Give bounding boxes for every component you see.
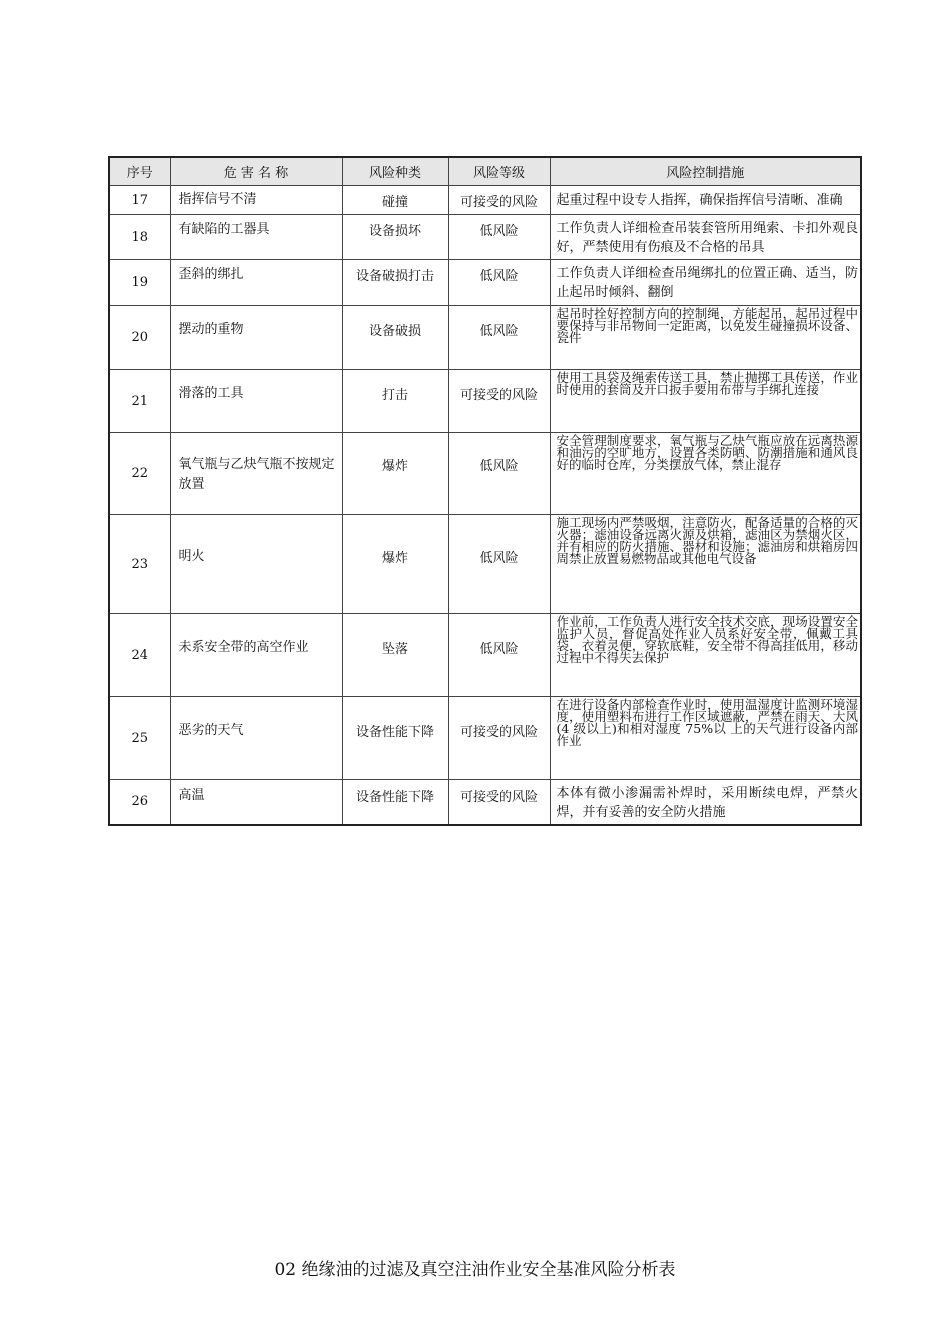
risk-type: 设备破损打击 — [342, 260, 448, 306]
table-row — [109, 306, 861, 370]
risk-type: 碰撞 — [342, 186, 448, 215]
hazard-name: 指挥信号不清 — [170, 186, 342, 215]
control-measure: 本体有微小渗漏需补焊时，采用断续电焊，严禁火焊，并有妥善的安全防火措施 — [550, 780, 861, 825]
control-measure: 使用工具袋及绳索传送工具，禁止抛掷工具传送，作业时使用的套筒及开口扳手要用布带与手绑扎连接 — [550, 370, 861, 433]
risk-type: 爆炸 — [342, 515, 448, 614]
hazard-name: 氧气瓶与乙炔气瓶不按规定放置 — [170, 433, 342, 515]
row-no: 17 — [109, 186, 170, 215]
control-measure: 施工现场内严禁吸烟，注意防火，配备适量的合格的灭火器；滤油设备远离火源及烘箱，滤油区为禁烟火区，并有相应的防火措施、器材和设施；滤油房和烘箱房四周禁止放置易燃物品或其他电气设备 — [550, 515, 861, 614]
hazard-name: 有缺陷的工器具 — [170, 215, 342, 260]
risk-level: 可接受的风险 — [448, 186, 550, 215]
risk-type: 设备破损 — [342, 306, 448, 370]
table-row — [109, 370, 861, 433]
hazard-name: 高温 — [170, 780, 342, 825]
header-no: 序号 — [109, 157, 170, 186]
hazard-name: 明火 — [170, 515, 342, 614]
risk-level: 低风险 — [448, 433, 550, 515]
risk-type: 打击 — [342, 370, 448, 433]
hazard-name: 歪斜的绑扎 — [170, 260, 342, 306]
header-measures: 风险控制措施 — [550, 157, 861, 186]
table-row — [109, 614, 861, 697]
risk-level: 可接受的风险 — [448, 697, 550, 780]
header-risk-level: 风险等级 — [448, 157, 550, 186]
risk-level: 低风险 — [448, 306, 550, 370]
control-measure: 工作负责人详细检查吊绳绑扎的位置正确、适当，防止起吊时倾斜、翻倒 — [550, 260, 861, 306]
risk-level: 低风险 — [448, 260, 550, 306]
risk-type: 爆炸 — [342, 433, 448, 515]
table-row — [109, 780, 861, 825]
row-no: 24 — [109, 614, 170, 697]
table-row — [109, 697, 861, 780]
header-risk-type: 风险种类 — [342, 157, 448, 186]
control-measure: 在进行设备内部检查作业时，使用温湿度计监测环境湿度，使用塑料布进行工作区域遮蔽，严禁在雨天、大风(4 级以上)和相对湿度 75%以 上的天气进行设备内部作业 — [550, 697, 861, 780]
row-no: 19 — [109, 260, 170, 306]
row-no: 20 — [109, 306, 170, 370]
hazard-name: 滑落的工具 — [170, 370, 342, 433]
risk-level: 低风险 — [448, 215, 550, 260]
risk-type: 设备性能下降 — [342, 697, 448, 780]
risk-type: 坠落 — [342, 614, 448, 697]
control-measure: 工作负责人详细检查吊装套管所用绳索、卡扣外观良好，严禁使用有伤痕及不合格的吊具 — [550, 215, 861, 260]
hazard-name: 恶劣的天气 — [170, 697, 342, 780]
control-measure: 安全管理制度要求，氧气瓶与乙炔气瓶应放在远离热源和油污的空旷地方，设置各类防晒、防潮措施和通风良好的临时仓库，分类摆放气体，禁止混存 — [550, 433, 861, 515]
row-no: 23 — [109, 515, 170, 614]
table-row — [109, 260, 861, 306]
risk-level: 低风险 — [448, 614, 550, 697]
row-no: 25 — [109, 697, 170, 780]
table-row — [109, 215, 861, 260]
control-measure: 起吊时拴好控制方向的控制绳，方能起吊，起吊过程中要保持与非吊物间一定距离，以免发生碰撞损坏设备、瓷件 — [550, 306, 861, 370]
row-no: 21 — [109, 370, 170, 433]
risk-type: 设备性能下降 — [342, 780, 448, 825]
control-measure: 作业前，工作负责人进行安全技术交底，现场设置安全监护人员，督促高处作业人员系好安全带，佩戴工具袋，衣着灵便，穿软底鞋，安全带不得高挂低用，移动过程中不得失去保护 — [550, 614, 861, 697]
risk-level: 低风险 — [448, 515, 550, 614]
table-header-row — [109, 157, 861, 186]
table-row — [109, 433, 861, 515]
document-caption: 02 绝缘油的过滤及真空注油作业安全基准风险分析表 — [274, 1260, 676, 1280]
hazard-name: 未系安全带的高空作业 — [170, 614, 342, 697]
control-measure: 起重过程中设专人指挥，确保指挥信号清晰、准确 — [550, 186, 861, 215]
risk-type: 设备损坏 — [342, 215, 448, 260]
risk-level: 可接受的风险 — [448, 370, 550, 433]
table-row — [109, 515, 861, 614]
row-no: 18 — [109, 215, 170, 260]
hazard-name: 摆动的重物 — [170, 306, 342, 370]
risk-level: 可接受的风险 — [448, 780, 550, 825]
table-row — [109, 186, 861, 215]
row-no: 26 — [109, 780, 170, 825]
header-hazard: 危 害 名 称 — [170, 157, 342, 186]
row-no: 22 — [109, 433, 170, 515]
risk-analysis-table — [108, 156, 862, 826]
